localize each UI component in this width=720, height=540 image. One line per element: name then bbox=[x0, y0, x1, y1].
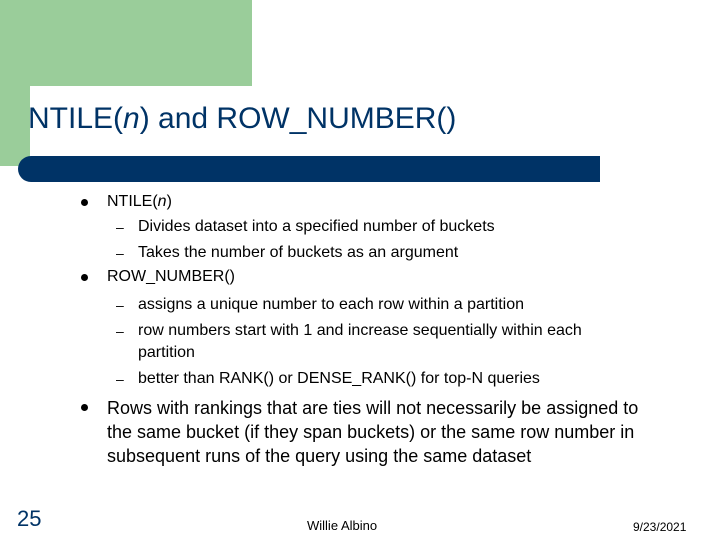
bullet-ntile: NTILE(n) bbox=[107, 193, 172, 210]
bullet-dot bbox=[81, 199, 88, 206]
sub-bullet-text: better than RANK() or DENSE_RANK() for top-N queries bbox=[138, 370, 540, 387]
slide-number: 25 bbox=[17, 506, 42, 531]
sub-bullet-continuation: partition bbox=[138, 344, 195, 361]
dash-marker: – bbox=[116, 219, 124, 235]
dash-marker: – bbox=[116, 245, 124, 261]
sub-bullet-text: Takes the number of buckets as an argument bbox=[138, 244, 459, 261]
slide-title: NTILE(n) and ROW_NUMBER() bbox=[28, 102, 457, 135]
dash-marker: – bbox=[116, 323, 124, 339]
bullet-ties-paragraph: Rows with rankings that are ties will not necessarily be assigned to the same bucket (if they span buckets) or the same row number in subsequent runs of the query using the same dataset bbox=[107, 398, 639, 466]
bullet-row-number: ROW_NUMBER() bbox=[107, 268, 235, 285]
sub-bullet-text: row numbers start with 1 and increase sequentially within each bbox=[138, 322, 582, 339]
sub-bullet-text: Divides dataset into a specified number of buckets bbox=[138, 218, 495, 235]
footer-date: 9/23/2021 bbox=[633, 520, 687, 534]
bullet-dot bbox=[81, 274, 88, 281]
sub-bullet-text: assigns a unique number to each row within a partition bbox=[138, 296, 524, 313]
footer-author: Willie Albino bbox=[307, 518, 378, 533]
bullet-dot bbox=[81, 404, 88, 411]
dash-marker: – bbox=[116, 371, 124, 387]
dash-marker: – bbox=[116, 297, 124, 313]
